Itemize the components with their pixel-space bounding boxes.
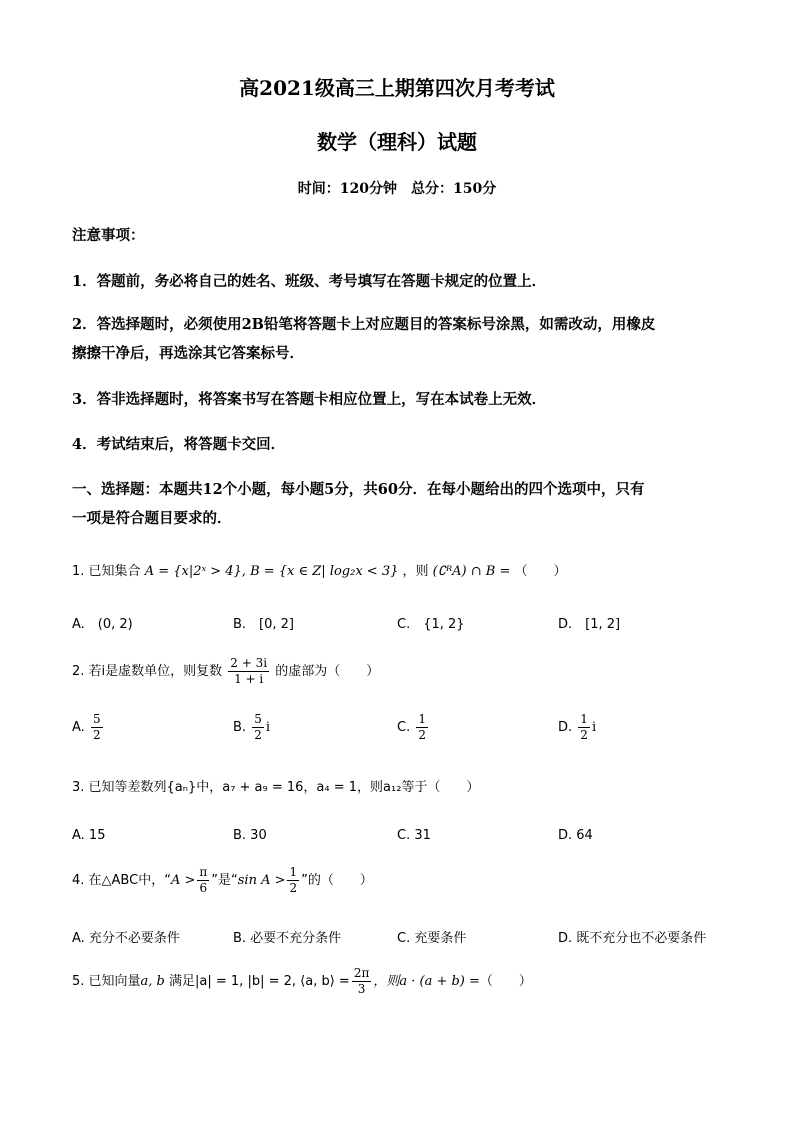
exam-meta: 时间：120分钟 总分：150分 [297,181,497,197]
question-3-option-a: A. 15 [72,828,106,843]
option-fraction [252,712,264,743]
question-1-sets: A = {x|2ˣ > 4}, B = {x ∈ Z| log₂x < 3} [144,564,399,579]
note-item-3: 3．答非选择题时，将答案书写在答题卡相应位置上，写在本试卷上无效． [72,391,547,408]
question-2-suffix: 的虚部为（ ） [275,664,380,679]
two-pi-over-3-fraction [352,966,372,997]
question-5-condition: 满足|a| = 1, |b| = 2, ⟨a, b⟩ = [169,974,350,989]
section-1-heading-line-2: 一项是符合题目要求的． [72,510,232,527]
option-fraction [578,712,590,743]
exam-title: 高2021级高三上期第四次月考考试 [239,76,555,100]
one-half-fraction [287,865,299,896]
question-1-option-b: B. [0, 2] [233,617,295,632]
numerator: 2π [353,966,370,980]
question-2-denominator: 1 + i [234,672,264,686]
note-item-2-line-2: 擦擦干净后，再选涂其它答案标号． [72,345,304,362]
option-label: C. [397,720,411,735]
numerator: 1 [418,712,426,726]
question-5-suffix: （ ） [479,974,532,989]
question-5-vectors: a, b [140,974,165,989]
question-4-condition-2: sin A > [237,873,286,888]
numerator: 1 [580,712,588,726]
question-2 [72,656,379,687]
question-1-prefix: 1. 已知集合 [72,564,141,579]
section-1-heading-line-1: 一、选择题：本题共12个小题，每小题5分，共60分．在每小题给出的四个选项中，只有 [72,481,645,498]
numerator: 5 [92,712,101,726]
question-2-option-c [397,712,430,743]
option-tail: i [591,720,597,735]
question-3: 3. 已知等差数列{aₙ}中，a₇ + a₉ = 16，a₄ = 1，则a₁₂等于（ ） [72,780,480,795]
question-2-option-a [72,712,105,743]
question-4-condition-1: A > [170,873,196,888]
question-2-fraction [228,656,269,687]
note-item-2-line-1: 2．答选择题时，必须使用2B铅笔将答题卡上对应题目的答案标号涂黑，如需改动，用橡皮 [72,316,656,333]
question-1 [72,560,567,579]
question-5-expression: ，则a · (a + b) = [373,974,480,989]
question-1-mid: ，则 [402,564,429,579]
question-2-prefix: 2. 若i是虚数单位，则复数 [72,664,223,679]
question-5 [72,966,532,997]
question-1-expression: (∁ᴿA) ∩ B = [432,564,511,579]
question-1-option-c: C. {1, 2} [397,617,465,632]
question-4-mid: ”是“ [211,873,238,888]
numerator: 1 [289,865,298,879]
question-4-option-b: B. 必要不充分条件 [233,931,342,946]
exam-subtitle: 数学（理科）试题 [317,130,477,154]
question-1-answer-blank: （ ） [514,564,567,579]
option-fraction [416,712,428,743]
denominator: 2 [418,728,426,742]
question-5-prefix: 5. 已知向量 [72,974,141,989]
pi-over-6-fraction [197,865,209,896]
note-item-4: 4．考试结束后，将答题卡交回． [72,436,286,453]
question-4-option-d: D. 既不充分也不必要条件 [558,931,707,946]
option-fraction [91,712,103,743]
denominator: 2 [254,728,262,742]
question-2-numerator: 2 + 3i [230,656,268,670]
question-2-option-d [558,712,596,743]
question-4-option-c: C. 充要条件 [397,931,467,946]
question-4-option-a: A. 充分不必要条件 [72,931,180,946]
denominator: 2 [92,728,101,742]
denominator: 3 [357,982,366,996]
option-tail: i [265,720,271,735]
question-3-option-b: B. 30 [233,828,267,843]
option-label: D. [558,720,573,735]
numerator: π [199,865,208,879]
option-label: A. [72,720,85,735]
question-1-option-a: A. (0, 2) [72,617,133,632]
denominator: 2 [289,881,298,895]
note-item-1: 1．答题前，务必将自己的姓名、班级、考号填写在答题卡规定的位置上． [72,273,547,290]
notes-heading: 注意事项： [72,227,145,244]
question-3-option-c: C. 31 [397,828,431,843]
question-1-option-d: D. [1, 2] [558,617,621,632]
question-3-option-d: D. 64 [558,828,593,843]
denominator: 2 [580,728,588,742]
question-4-prefix: 4. 在△ABC中，“ [72,873,171,888]
question-2-option-b [233,712,270,743]
numerator: 5 [254,712,262,726]
question-4 [72,865,373,896]
option-label: B. [233,720,247,735]
question-4-suffix: ”的（ ） [301,873,373,888]
denominator: 6 [199,881,208,895]
